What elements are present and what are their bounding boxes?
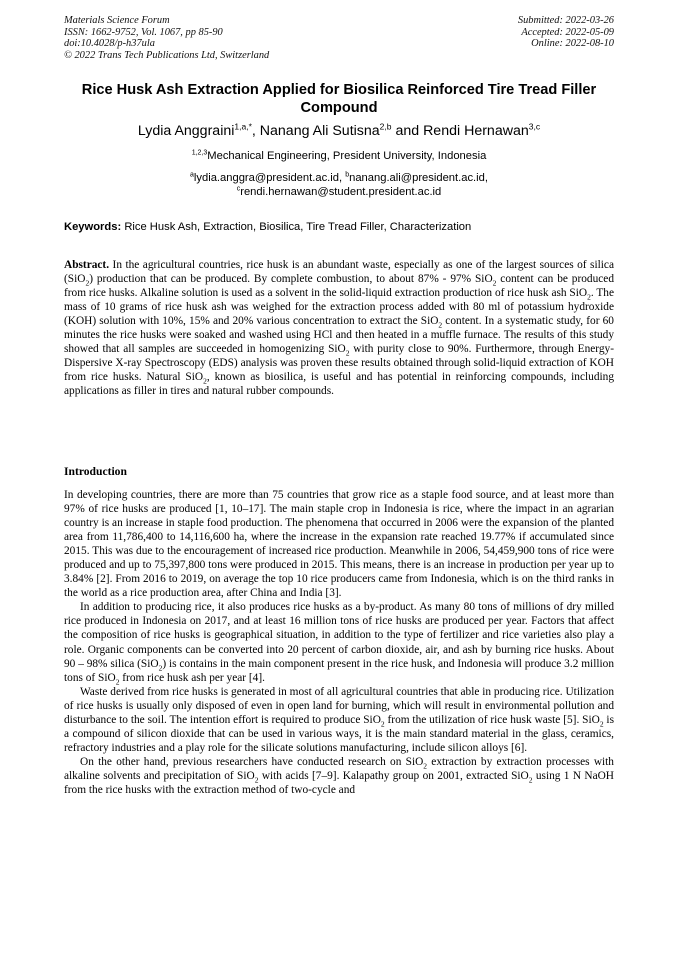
author-separator: , [251,123,260,139]
abstract [64,258,614,398]
accepted-date: Accepted: 2022-05-09 [521,26,614,38]
author-list [64,122,614,140]
journal-name: Materials Science Forum [64,15,170,26]
subscript: 2 [438,320,443,330]
email-list [64,171,614,200]
email-line-1 [64,171,614,185]
subscript: 2 [528,775,533,785]
affiliation-mark: 1,2,3 [191,149,208,157]
subscript: 2 [345,348,350,358]
author-affil-mark: 1,a,* [234,121,252,132]
author-affil-mark: 2,b [379,121,392,132]
subscript: 2 [599,719,604,729]
author-affil-mark: 3,c [528,121,541,132]
author-name: Lydia Anggraini [137,123,235,139]
keywords-text: Rice Husk Ash, Extraction, Biosilica, Tire Tread Filler, Characterization [124,221,472,233]
author-name: Rendi Hernawan [423,123,529,139]
subscript: 2 [158,662,163,672]
affiliation [64,149,614,163]
paper-title: Rice Husk Ash Extraction Applied for Biosilica Reinforced Tire Tread Filler Compound [81,82,597,116]
email-address[interactable]: lydia.anggra@president.ac.id, [193,172,346,184]
email-address[interactable]: rendi.hernawan@student.president.ac.id [240,186,442,199]
author-name: Nanang Ali Sutisna [259,123,380,139]
intro-paragraph: In addition to producing rice, it also produces rice husks as a by-product. As many 80 tons of millions of dry milled rice produced in Indonesia on 2017, and at least 16 million tons of rice husks are produced per year. Factors that affect the composition of rice husks is geographical situation, in addition to the type of fertilizer and rice varieties also play a role. Organic components can be converted into 20 percent of carbon dioxide, air, and ash by burning rice husks. About 90 – 98% silica (SiO$_2$) is contains in the main component present in the rice husk, and Indonesia will produce 3.2 million tons of SiO$_2$ from rice husk ash per year [4]. [64,601,614,686]
subscript: 2 [254,775,259,785]
email-mark: b [345,171,350,179]
subscript: 2 [492,278,497,288]
subscript: 2 [85,278,90,288]
subscript: 2 [115,676,120,686]
email-line-2 [64,185,614,199]
intro-paragraph: Waste derived from rice husks is generated in most of all agricultural countries that able in producing rice. Utilization of rice husks is usually only disposed of even in open land for burning, which will result in environmental pollution and disturbance to the soil. The intention effort is required to produce SiO$_2$ from the utilization of rice husk waste [5]. SiO$_2$ is a compound of silicon dioxide that can be used in various ways, it is the main standard material in the glass, ceramics, refractory industries and a play role for the silicate solutions manufacturing, include silicon alloys [6]. [64,685,614,754]
intro-paragraph: In developing countries, there are more than 75 countries that grow rice as a staple food source, and at least more than 97% of rice husks are produced [1, 10–17]. The main staple crop in Indonesia is rice, where the impact in an agrarian country is an increase in staple food production. The phenomena that occurred in 2006 were the expansion of the planted area from 11,786,400 to 14,116,600 ha, where the increase in the expansion rate reached 19.77% if accumulated since 2015. This was due to the encouragement of increased rice production. Meanwhile in 2006, 54,459,900 tons of rice were produced and up to 75,397,800 tons were produced in 2015. This means, there is an increase in production per year up to 3.84% [2]. From 2016 to 2019, on average the top 10 rice producers came from Indonesia, which is on the third ranks in the world as a rice production area, after China and India [3]. [64,489,614,600]
introduction-body [64,488,614,797]
intro-paragraph: On the other hand, previous researchers have conducted research on SiO$_2$ extraction by extraction processes with alkaline solvents and precipitation of SiO$_2$ with acids [7–9]. Kalapathy group on 2001, extracted SiO$_2$ using 1 N NaOH from the rice husks with the extraction method of two-cycle and [64,755,614,796]
journal-info [64,15,269,61]
keywords [64,220,615,234]
subscript: 2 [380,719,385,729]
subscript: 2 [423,761,428,771]
submitted-date: Submitted: 2022-03-26 [517,15,614,26]
doi-line[interactable]: doi:10.4028/p-h37ula [64,38,155,50]
online-date: Online: 2022-08-10 [531,38,614,50]
publication-dates [518,15,614,50]
email-mark: a [190,171,194,179]
subscript: 2 [587,292,591,302]
introduction-heading: Introduction [64,465,127,478]
abstract-body: In the agricultural countries, rice husk is an abundant waste, especially as one of the largest sources of silica (SiO$_2$) production that can be produced. By complete combustion, to about 87% - 97% SiO$_2$ content can be produced from rice husks. Alkaline solution is used as a solvent in the solid-liquid extraction production of rice husk ash SiO$_2$. The mass of 10 grams of rice husk ash was weighed for the extraction process added with 80 ml of potassium hydroxide (KOH) solution with 10%, 15% and 20% various concentration to extract the SiO$_2$ content. In a systematic study, for 60 minutes the rice husks were soaked and washed using HCl and then heated in a muffle furnace. The results of this study showed that all samples are succeeded in homogenizing SiO$_2$ with purity close to 90%. Furthermore, through Energy-Dispersive X-ray Spectroscopy (EDS) analysis was proven these results obtained through solid-liquid extraction of KOH from rice husks. Natural SiO$_2$, known as biosilica, is useful and has potential in reinforcing compounds, including applications as filler in tires and natural rubber compounds. [64,259,614,398]
keywords-label: Keywords: [64,221,122,233]
abstract-label: Abstract. [64,259,110,271]
email-mark: c [236,185,241,193]
author-conjunction: and [391,123,424,139]
affiliation-text: Mechanical Engineering, President University, Indonesia [207,150,487,162]
subscript: 2 [203,376,207,386]
email-address[interactable]: nanang.ali@president.ac.id, [349,172,488,184]
issn-line: ISSN: 1662-9752, Vol. 1067, pp 85-90 [64,26,223,38]
copyright-line: © 2022 Trans Tech Publications Ltd, Switzerland [64,49,270,61]
